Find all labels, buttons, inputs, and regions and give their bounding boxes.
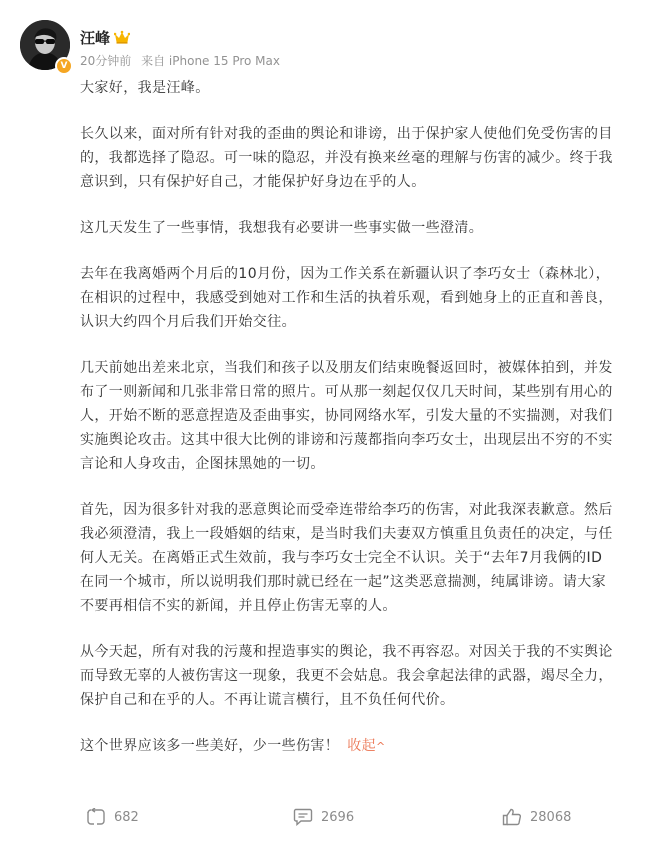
post-paragraph: 这几天发生了一些事情，我想我有必要讲一些事实做一些澄清。 [80, 220, 484, 236]
comment-button[interactable] [293, 808, 354, 826]
post-time[interactable]: 20分钟前 [80, 54, 132, 68]
comment-count: 2696 [321, 809, 355, 825]
post-paragraph: 大家好，我是汪峰。 [80, 80, 210, 96]
post-paragraph: 去年在我离婚两个月后的10月份，因为工作关系在新疆认识了李巧女士（森林北），在相识的过程中，我感受到她对工作和生活的执着乐观，看到她身上的正直和善良，认识大约四个月后我们开始交往。 [80, 266, 613, 330]
repost-button[interactable] [86, 808, 139, 826]
post-paragraph: 首先，因为很多针对我的恶意舆论而受牵连带给李巧的伤害，对此我深表歉意。然后我必须澄清，我上一段婚姻的结束，是当时我们夫妻双方慎重且负责任的决定，与任何人无关。在离婚正式生效前，我与李巧女士完全不认识。关于“去年7月我俩的ID在同一个城市，所以说明我们那时就已经在一起”这类恶意揣测，纯属诽谤。请大家不要再相信不实的新闻，并且停止伤害无辜的人。 [80, 502, 613, 614]
post-paragraph: 几天前她出差来北京，当我们和孩子以及朋友们结束晚餐返回时，被媒体拍到，并发布了一则新闻和几张非常日常的照片。可从那一刻起仅仅几天时间，某些别有用心的人，开始不断的恶意捏造及歪曲事实，协同网络水军，引发大量的不实揣测，对我们实施舆论攻击。这其中很大比例的诽谤和污蔑都指向李巧女士，出现层出不穷的不实言论和人身攻击，企图抹黑她的一切。 [80, 360, 613, 472]
author-name[interactable]: 汪峰 [80, 29, 111, 47]
repost-count: 682 [114, 809, 139, 825]
post-header [0, 0, 647, 76]
verified-badge-icon: V [55, 57, 73, 75]
crown-icon[interactable] [114, 30, 130, 44]
post-content [80, 76, 616, 759]
post-paragraph-final [80, 734, 616, 759]
action-bar [0, 800, 647, 838]
like-count: 28068 [530, 809, 572, 825]
post-source: 来自 iPhone 15 Pro Max [141, 54, 280, 68]
post-paragraph: 长久以来，面对所有针对我的歪曲的舆论和诽谤，出于保护家人使他们免受伤害的目的，我都选择了隐忍。可一味的隐忍，并没有换来丝毫的理解与伤害的减少。终于我意识到，只有保护好自己，才能保护好身边在乎的人。 [80, 126, 613, 190]
collapse-label: 收起 [347, 738, 377, 754]
comment-icon [293, 808, 313, 826]
like-button[interactable] [502, 808, 571, 826]
chevron-up-icon: ^ [376, 740, 386, 753]
collapse-button[interactable] [347, 738, 385, 754]
repost-icon [86, 808, 106, 826]
post-meta [80, 52, 286, 69]
post-paragraph-text: 这个世界应该多一些美好，少一些伤害！ [80, 738, 340, 754]
post-paragraph: 从今天起，所有对我的污蔑和捏造事实的舆论，我不再容忍。对因关于我的不实舆论而导致无辜的人被伤害这一现象，我更不会姑息。我会拿起法律的武器，竭尽全力，保护自己和在乎的人。不再让谎言横行，且不负任何代价。 [80, 644, 613, 708]
thumbs-up-icon [502, 808, 522, 826]
